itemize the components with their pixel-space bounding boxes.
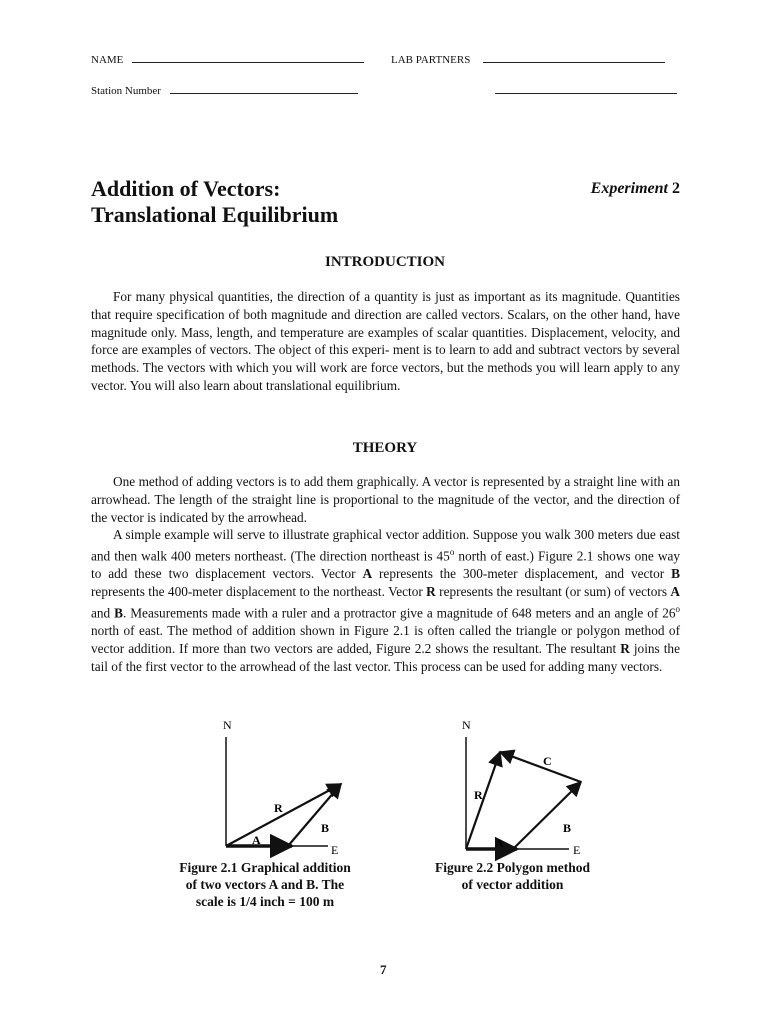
theory-paragraph-1: One method of adding vectors is to add them graphically. A vector is represented by a straight line with an arrowhead. The length of the straight line is proportional to the magnitude of the vector, and the direction of the vector is indicated by the arrowhead. (91, 474, 680, 525)
figure-2-1-caption (150, 859, 380, 910)
fig2-vector-c (500, 752, 581, 782)
fig1-caption-line-2: of two vectors A and B. The (185, 877, 345, 892)
fig2-vector-r (466, 752, 500, 849)
station-input-line[interactable] (170, 84, 358, 94)
fig2-r-label: R (474, 788, 483, 802)
introduction-paragraph (91, 288, 680, 395)
lab-partners-field (391, 53, 665, 66)
fig2-caption-line-2: of vector addition (461, 877, 564, 892)
introduction-text: For many physical quantities, the direction of a quantity is just as important as its magnitude. Quantities that require specification of both magnitude and direction are called vectors. Scalars, on the other hand, have magnitude only. Mass, length, and temperature are examples of scalar quantities. Displacement, velocity, and force are examples of vectors. The object of this experi- ment is to learn to add and subtract vectors by several methods. The vectors with which you will work are force vectors, but the methods you will learn apply to any vector. You will also learn about translational equilibrium. (91, 289, 680, 393)
fig1-caption-line-3: scale is 1/4 inch = 100 m (195, 894, 335, 909)
fig2-a-label: A (495, 836, 504, 850)
station-label: Station Number (91, 85, 161, 97)
fig1-caption-line-1: Figure 2.1 Graphical addition (179, 860, 351, 875)
fig2-north-label: N (462, 718, 471, 732)
fig1-r-label: R (274, 801, 283, 815)
fig2-c-label: C (543, 754, 552, 768)
title-line-2: Translational Equilibrium (91, 202, 339, 227)
introduction-heading: INTRODUCTION (324, 254, 445, 270)
figure-2-2-caption (405, 859, 620, 893)
fig1-vector-b (288, 784, 341, 846)
lab-partners-input-line[interactable] (483, 53, 665, 63)
name-label: NAME (91, 54, 124, 66)
fig2-caption-line-1: Figure 2.2 Polygon method (435, 860, 590, 875)
name-field (91, 53, 364, 66)
fig2-vector-b (513, 782, 581, 849)
theory-paragraph-2: A simple example will serve to illustrate graphical vector addition. Suppose you walk 300 meters due east and then walk 400 meters northeast. (The direction northeast is 45$^o$ north of east.) Figure 2.1 shows one way to add these two displacement vectors. Vector A represents the 300-meter displacement, and vector B represents the 400-meter displacement to the northeast. Vector R represents the resultant (or sum) of vectors A and B. Measurements made with a ruler and a protractor give a magnitude of 648 meters and an angle of 26$^o$ north of east. The method of addition shown in Figure 2.1 is often called the triangle or polygon method of vector addition. If more than two vectors are added, Figure 2.2 shows the resultant. The resultant R joins the tail of the first vector to the arrowhead of the last vector. This process can be used for adding many vectors. (91, 527, 680, 674)
station-field (91, 84, 358, 97)
lab-partners-field-2 (495, 84, 677, 97)
theory-heading: THEORY (352, 440, 418, 456)
page-number: 7 (380, 962, 387, 977)
experiment-label (591, 180, 680, 198)
name-input-line[interactable] (132, 53, 364, 63)
fig1-b-label: B (321, 821, 330, 835)
title-line-1: Addition of Vectors: (91, 176, 281, 201)
experiment-word: Experiment (590, 180, 668, 197)
fig2-east-label: E (573, 843, 581, 857)
lab-partners-input-line-2[interactable] (495, 84, 677, 94)
theory-paragraphs (91, 473, 680, 676)
fig1-north-label: N (223, 718, 232, 732)
fig1-vector-r (226, 784, 341, 846)
figure-2-1-diagram (200, 712, 380, 862)
fig1-east-label: E (331, 843, 339, 857)
lab-partners-label: LAB PARTNERS (391, 54, 471, 66)
fig2-b-label: B (563, 821, 572, 835)
experiment-number: 2 (672, 180, 680, 197)
fig1-a-label: A (252, 833, 261, 847)
figure-2-2-diagram (445, 712, 615, 862)
page-title (91, 176, 338, 228)
